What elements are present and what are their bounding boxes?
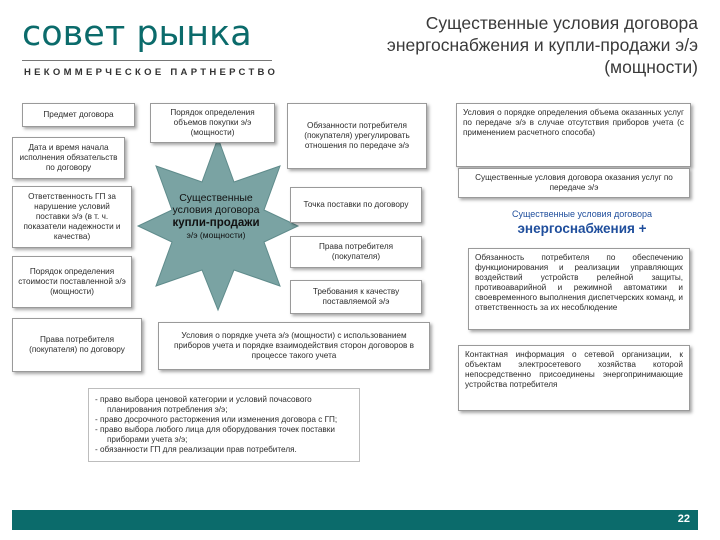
right-item-obligations: Обязанности потребителя (покупателя) урегулировать отношения по передаче э/э bbox=[287, 103, 427, 169]
left-item-responsibility: Ответственность ГП за нарушение условий поставки э/э (в т. ч. показатели надежности и качества) bbox=[12, 186, 132, 248]
left-item-cost: Порядок определения стоимости поставленной э/э (мощности) bbox=[12, 256, 132, 308]
center-label bbox=[164, 192, 268, 241]
energy-title bbox=[462, 208, 702, 237]
left-item-start-date: Дата и время начала исполнения обязательств по договору bbox=[12, 137, 125, 179]
left-item-consumer-rights: Права потребителя (покупателя) по договору bbox=[12, 318, 142, 372]
rights-list-item: - право досрочного расторжения или изменения договора с ГП; bbox=[95, 415, 338, 424]
rights-list-item: - право выбора ценовой категории и условий почасового планирования потребления э/э; bbox=[95, 395, 312, 414]
left-item-subject: Предмет договора bbox=[22, 103, 135, 127]
center-line3: э/э (мощности) bbox=[186, 230, 246, 240]
energy-title-big: энергоснабжения + bbox=[517, 221, 647, 236]
energy-title-small: Существенные условия договора bbox=[511, 209, 652, 219]
center-line2: купли-продажи bbox=[172, 217, 260, 229]
energy-box-volume-calc: Условия о порядке определения объема оказанных услуг по передаче э/э в случае отсутствия приборов учета (с применением расчетного способа) bbox=[456, 103, 691, 167]
energy-box-transmission: Существенные условия договора оказания услуг по передаче э/э bbox=[458, 168, 690, 198]
right-item-delivery-point: Точка поставки по договору bbox=[290, 187, 422, 223]
right-item-quality: Требования к качеству поставляемой э/э bbox=[290, 280, 422, 314]
bottom-item-metering: Условия о порядке учета э/э (мощности) с использованием приборов учета и порядке взаимодействия сторон договоров в процессе такого учета bbox=[158, 322, 430, 370]
rights-list bbox=[88, 388, 360, 462]
page-number-bar bbox=[12, 510, 698, 530]
logo: совет рынка bbox=[22, 14, 252, 54]
slide-title: Существенные условия договора энергоснабжения и купли-продажи э/э (мощности) bbox=[386, 13, 698, 77]
energy-box-relay-protection: Обязанность потребителя по обеспечению функционирования и реализации управляющих воздействий устройств релейной защиты, противоаварийной и режимной автоматики и своевременного выполнения диспетчерских команд, и ответственность за их несоблюдение bbox=[468, 248, 690, 330]
center-line1: Существенные условия договора bbox=[172, 192, 260, 216]
logo-rule bbox=[22, 60, 272, 61]
top-item-volume: Порядок определения объемов покупки э/э (мощности) bbox=[150, 103, 275, 143]
page-number: 22 bbox=[677, 513, 690, 525]
energy-box-contact-info: Контактная информация о сетевой организации, к объектам электросетевого хозяйства которой непосредственно присоединены энергопринимающие устройства потребителя bbox=[458, 345, 690, 411]
rights-list-item: - обязанности ГП для реализации прав потребителя. bbox=[95, 445, 297, 454]
right-item-consumer-rights: Права потребителя (покупателя) bbox=[290, 236, 422, 268]
logo-subtitle: НЕКОММЕРЧЕСКОЕ ПАРТНЕРСТВО bbox=[24, 67, 279, 78]
rights-list-item: - право выбора любого лица для оборудования точек поставки приборами учета э/э; bbox=[95, 425, 335, 444]
